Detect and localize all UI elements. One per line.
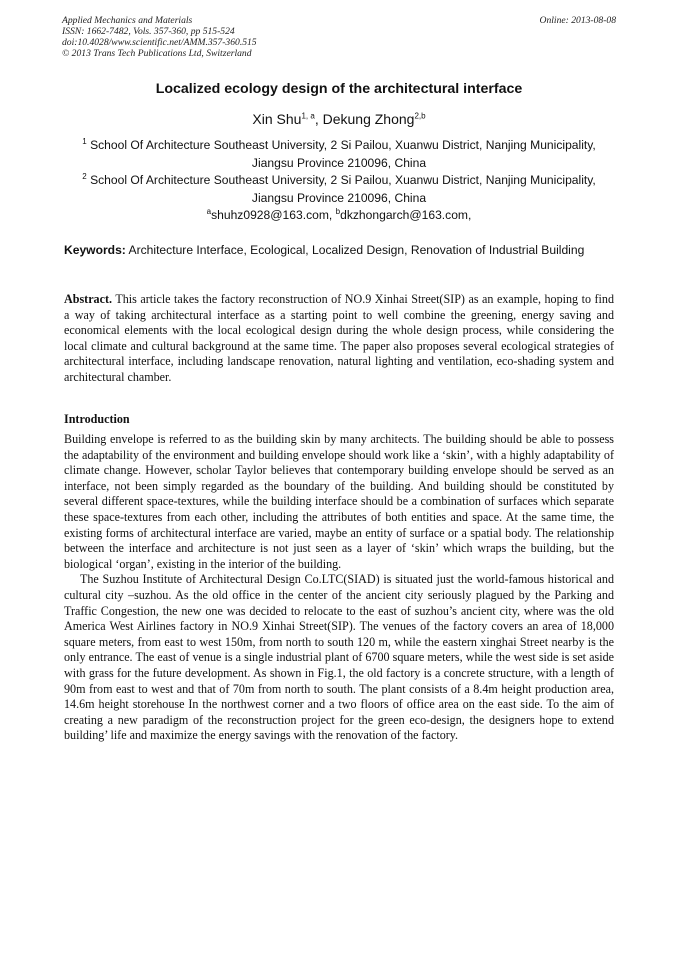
email-marker: a	[206, 206, 212, 216]
author-name: Dekung Zhong	[322, 111, 415, 127]
author-name: Xin Shu	[252, 111, 302, 127]
keywords	[64, 243, 618, 257]
issn-line: ISSN: 1662-7482, Vols. 357-360, pp 515-524	[62, 26, 235, 37]
copyright-line: © 2013 Trans Tech Publications Ltd, Switzerland	[62, 48, 252, 59]
author-separator: ,	[314, 111, 323, 127]
abstract	[64, 292, 614, 386]
section-heading-introduction: Introduction	[64, 412, 130, 426]
abstract-text: This article takes the factory reconstruction of NO.9 Xinhai Street(SIP) as an example, hoping to find a way of taking architectural interface as a starting point to well combine the greening, energy saving and economical elements with the local ecological design during the whole design process, while considering the local climate and cultural background at the same time. The paper also proposes several ecological strategies of architectural interface, including landscape renovation, natural lighting and ventilation, eco-shading system and architectural chamber.	[64, 292, 614, 384]
affiliation-line: Jiangsu Province 210096, China	[251, 155, 427, 170]
online-date: Online: 2013-08-08	[539, 15, 616, 26]
email-address: dkzhongarch@163.com,	[340, 208, 472, 222]
introduction-body	[64, 432, 614, 744]
affiliation-line: Jiangsu Province 210096, China	[251, 190, 427, 205]
email-address: shuhz0928@163.com,	[211, 208, 336, 222]
doi-line: doi:10.4028/www.scientific.net/AMM.357-360.515	[62, 37, 257, 48]
journal-header	[62, 15, 616, 59]
paragraph: The Suzhou Institute of Architectural Design Co.LTC(SIAD) is situated just the world-famous historical and cultural city –suzhou. As the old office in the center of the ancient city seriously plagued by the Parking and Traffic Congestion, the new one was decided to relocate to the east of suzhou’s ancient city, where was the old America West Airlines factory in NO.9 Xinhai Street(SIP). The venues of the factory covers an area of 18,000 square meters, from east to west 150m, from north to south 120 m, while the eastern xinghai Street nearby is the only entrance. The east of venue is a single industrial plant of 6700 square meters, while the west side is set aside with grass for the future development. As shown in Fig.1, the old factory is a concrete structure, with a length of 90m from east to west and that of 70m from north to south. The plant consists of a 8.4m height production area, 14.6m height storehouse In the northwest corner and a two floors of office area on the east side. To the aim of creating a new paradigm of the reconstruction project for the green eco-design, the designers hope to extend building’ life and maximize the energy savings with the renovation of the factory.	[64, 572, 614, 743]
affiliation-marker: 2	[82, 171, 87, 181]
affiliation-marker: 1	[82, 136, 87, 146]
keywords-text: Architecture Interface, Ecological, Localized Design, Renovation of Industrial Building	[125, 243, 585, 257]
paragraph: Building envelope is referred to as the building skin by many architects. The building should be able to possess the adaptability of the environment and building envelope should work like a ‘skin’, with a highly adaptability of climate change. However, scholar Taylor believes that contemporary building envelope should be served as an interface, not been simply regarded as the boundary of the building. And building should be constituted by several different space-textures, while the building interface should be a combination of surfaces which separate these space-textures from each other, including the attributes of both entities and space. At the same time, the existing forms of architectural interface are varied, maybe an entity of surface or a spatial body. The relationship between the interface and architecture is not just seen as a layer of ‘skin’ which wraps the building, but the biological ‘organ’, existing in the interior of the building.	[64, 432, 614, 571]
abstract-label: Abstract.	[64, 292, 113, 306]
author-superscript: 2,b	[414, 111, 426, 121]
paper-title: Localized ecology design of the architectural interface	[155, 81, 523, 97]
affiliation-line: School Of Architecture Southeast University, 2 Si Pailou, Xuanwu District, Nanjing Municipality,	[90, 138, 596, 152]
email-line	[62, 208, 616, 222]
journal-name: Applied Mechanics and Materials	[62, 15, 193, 26]
affiliation-2	[62, 172, 616, 207]
email-marker: b	[335, 206, 341, 216]
affiliation-1	[62, 137, 616, 172]
author-list	[62, 111, 616, 127]
author-superscript: 1, a	[301, 111, 315, 121]
affiliation-line: School Of Architecture Southeast University, 2 Si Pailou, Xuanwu District, Nanjing Municipality,	[90, 173, 596, 187]
keywords-label: Keywords:	[64, 243, 126, 257]
